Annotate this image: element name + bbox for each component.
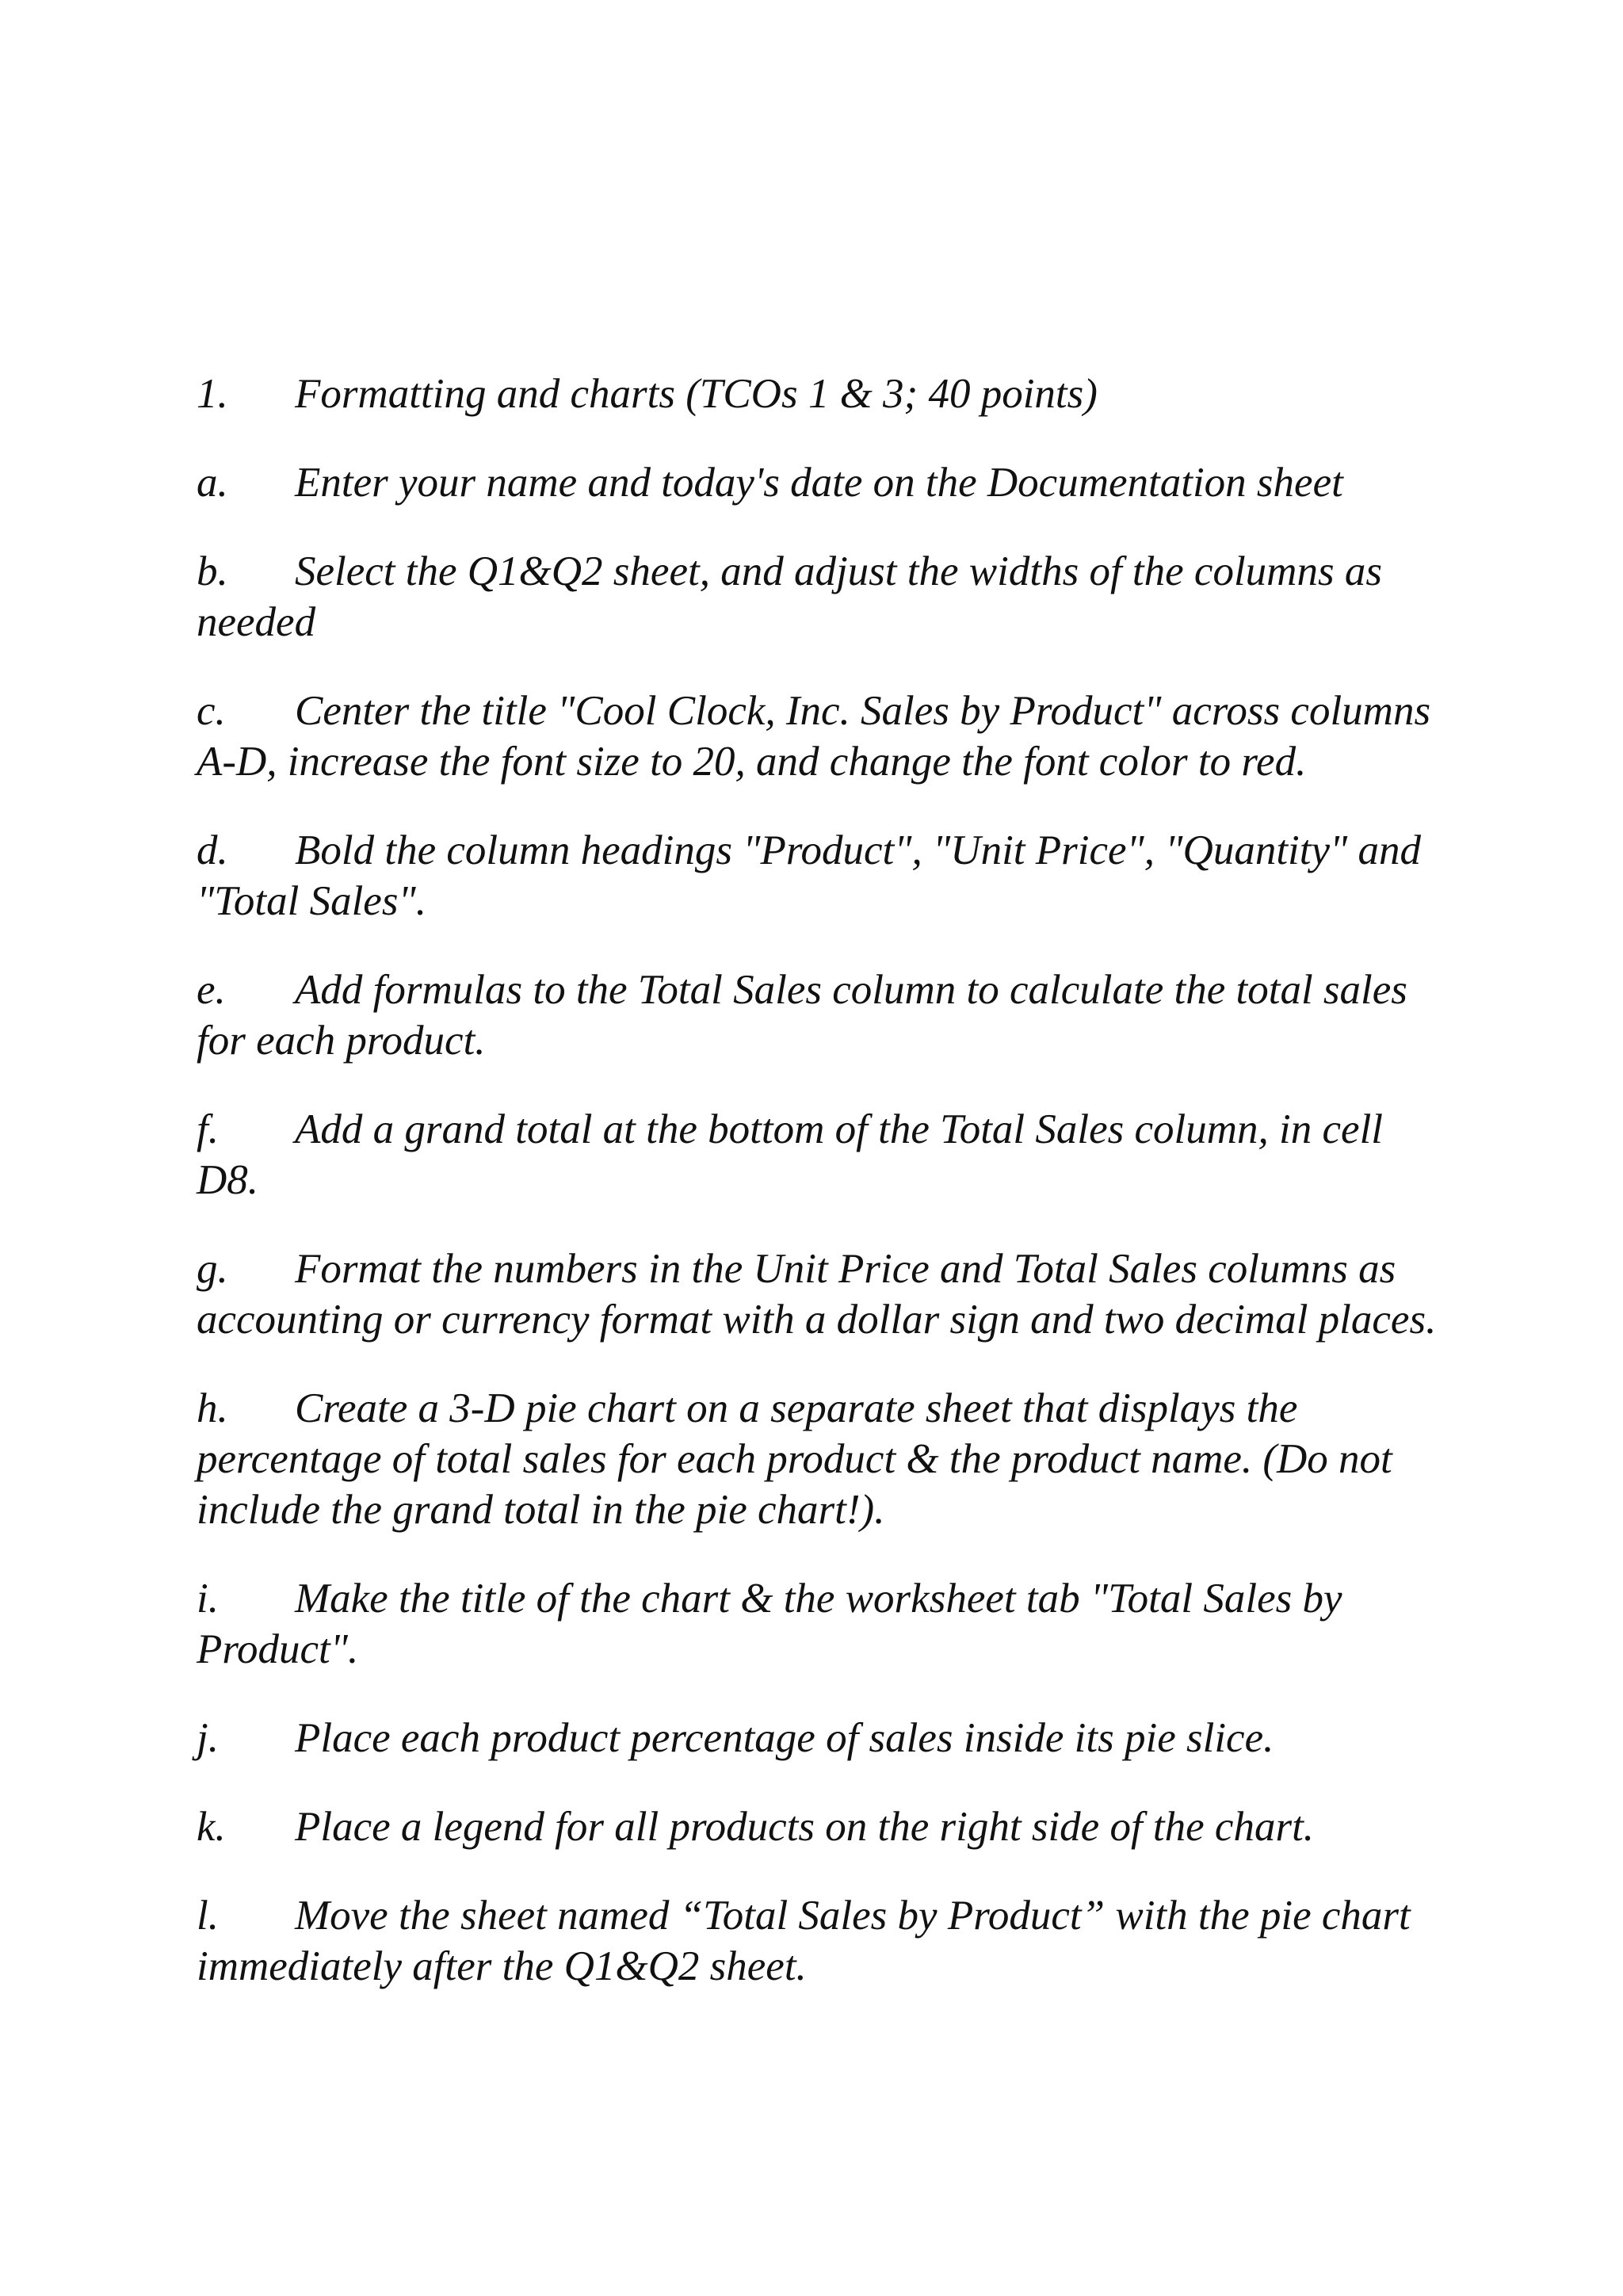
step-j (197, 1713, 1449, 1763)
step-h (197, 1383, 1449, 1535)
step-a (197, 457, 1449, 508)
step-l (197, 1890, 1449, 1992)
step-text: Add formulas to the Total Sales column to calculate the total sales for each product. (197, 967, 1407, 1064)
question-heading (197, 369, 1449, 419)
step-text: Place each product percentage of sales inside its pie slice. (295, 1715, 1274, 1761)
instructions-body (197, 369, 1449, 2030)
step-marker: l. (197, 1893, 219, 1939)
step-marker: i. (197, 1576, 219, 1622)
step-g (197, 1244, 1449, 1345)
step-marker: f. (197, 1106, 219, 1152)
step-f (197, 1104, 1449, 1205)
step-text: Format the numbers in the Unit Price and Total Sales columns as accounting or currency format with a dollar sign and two decimal places. (197, 1246, 1437, 1343)
step-marker: b. (197, 548, 228, 594)
step-e (197, 965, 1449, 1066)
step-d (197, 825, 1449, 926)
step-c (197, 686, 1449, 787)
step-marker: a. (197, 460, 228, 506)
question-title: Formatting and charts (TCOs 1 & 3; 40 points) (295, 371, 1098, 417)
step-text: Place a legend for all products on the right side of the chart. (295, 1804, 1315, 1850)
step-marker: h. (197, 1385, 228, 1431)
step-text: Select the Q1&Q2 sheet, and adjust the widths of the columns as needed (197, 548, 1382, 645)
step-text: Move the sheet named “Total Sales by Product” with the pie chart immediately after the Q1&Q2 sheet. (197, 1893, 1411, 1989)
step-b (197, 546, 1449, 648)
step-text: Add a grand total at the bottom of the Total Sales column, in cell D8. (197, 1106, 1384, 1203)
step-marker: k. (197, 1804, 226, 1850)
step-marker: c. (197, 688, 226, 734)
step-marker: g. (197, 1246, 228, 1292)
step-text: Bold the column headings "Product", "Unit Price", "Quantity" and "Total Sales". (197, 827, 1422, 924)
step-text: Center the title "Cool Clock, Inc. Sales by Product" across columns A-D, increase the font size to 20, and change the font color to red. (197, 688, 1431, 785)
step-i (197, 1573, 1449, 1675)
step-text: Make the title of the chart & the worksheet tab "Total Sales by Product". (197, 1576, 1342, 1672)
step-k (197, 1801, 1449, 1852)
step-marker: j. (197, 1715, 219, 1761)
step-text: Enter your name and today's date on the Documentation sheet (295, 460, 1343, 506)
question-number: 1. (197, 371, 228, 417)
step-text: Create a 3-D pie chart on a separate sheet that displays the percentage of total sales for each product & the product name. (Do not include the grand total in the pie chart!). (197, 1385, 1392, 1533)
step-marker: d. (197, 827, 228, 873)
step-marker: e. (197, 967, 226, 1013)
